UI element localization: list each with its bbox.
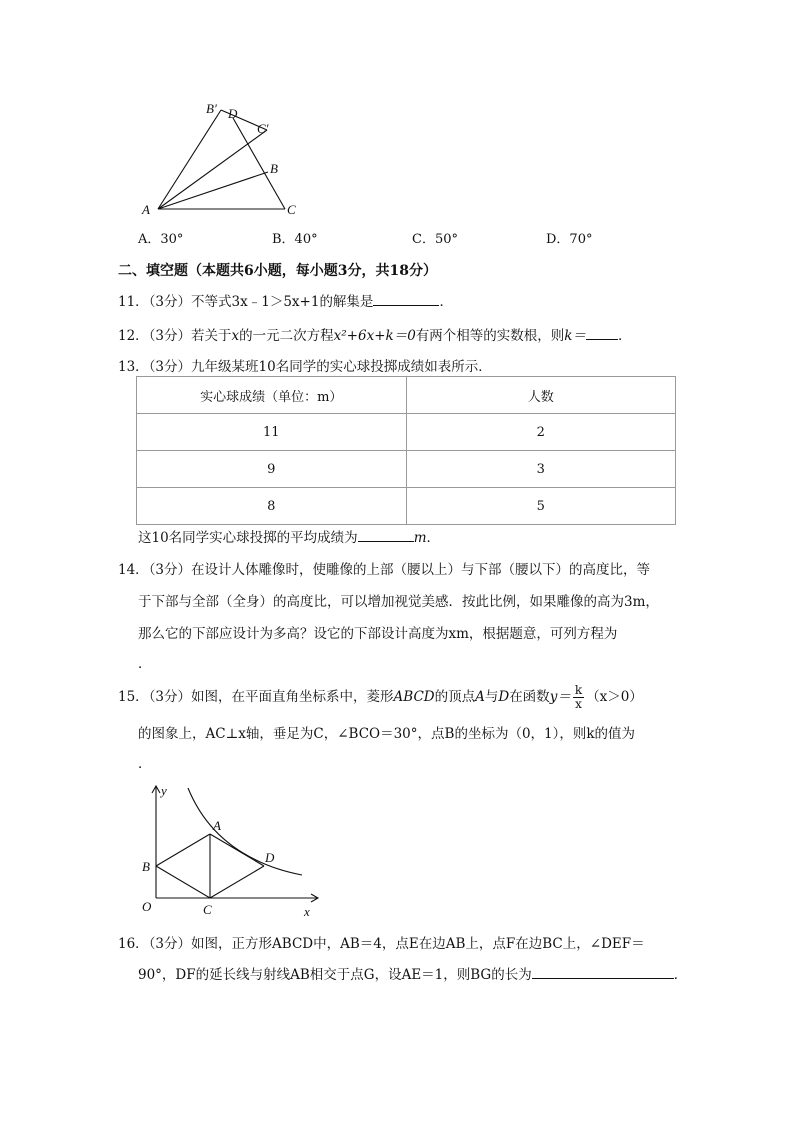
unit: m — [413, 530, 427, 546]
label-x: x — [304, 904, 310, 919]
question-text: 的顶点 — [434, 689, 476, 705]
table-cell: 2 — [406, 414, 676, 451]
question-text: 在设计人体雕像时，使雕像的上部（腰以上）与下部（腰以下）的高度比，等 — [191, 562, 651, 578]
math-equation: x²+6x+k＝0 — [333, 328, 416, 344]
answer-blank[interactable] — [586, 325, 618, 340]
answer-blank[interactable] — [532, 964, 674, 979]
question-text: 有两个相等的实数根，则 — [415, 328, 565, 344]
answer-blank[interactable] — [373, 291, 439, 306]
option-c: C．50° — [412, 232, 458, 247]
section-heading: 二、填空题（本题共6小题，每小题3分，共18分） — [118, 263, 437, 279]
question-number: 15． — [118, 689, 149, 705]
table-cell: 5 — [406, 488, 676, 525]
question-end: ． — [439, 294, 453, 310]
math-var: x — [231, 328, 240, 344]
table-header-row — [137, 377, 676, 414]
question-text: 九年级某班10名同学的实心球投掷成绩如表所示． — [191, 359, 492, 375]
question-13 — [118, 355, 492, 375]
label-a: A — [142, 202, 150, 217]
label-d: D — [265, 850, 275, 865]
option-d: D．70° — [546, 232, 593, 247]
label-b-prime: B′ — [206, 101, 217, 116]
table-cell: 9 — [137, 451, 407, 488]
question-16-line-2 — [138, 963, 687, 983]
table-row — [137, 451, 676, 488]
question-score: （3分） — [148, 328, 192, 344]
question-text: 在函数 — [509, 689, 550, 705]
question-score: （3分） — [148, 359, 192, 375]
math-abcd: ABCD — [393, 689, 435, 705]
question-number: 12． — [118, 328, 149, 344]
rhombus-figure — [136, 782, 326, 920]
math-expr: 3x﹣1＞5x+1 — [231, 294, 320, 310]
label-c: C — [203, 902, 212, 917]
question-text: 这10名同学实心球投掷的平均成绩为 — [138, 530, 358, 546]
question-end: ． — [673, 967, 688, 983]
question-number: 16． — [118, 936, 149, 952]
table-header: 实心球成绩（单位：m） — [137, 377, 407, 414]
math-k: k＝ — [564, 328, 586, 344]
rhombus — [156, 834, 264, 898]
score-table — [136, 376, 676, 525]
question-text: 如图，在平面直角坐标系中，菱形 — [191, 689, 394, 705]
question-text: 与 — [484, 689, 499, 705]
table-header: 人数 — [406, 377, 676, 414]
table-row — [137, 488, 676, 525]
table-cell: 3 — [406, 451, 676, 488]
question-11 — [118, 290, 453, 310]
question-score: （3分） — [148, 562, 192, 578]
math-d: D — [498, 689, 510, 705]
label-c-prime: C′ — [257, 121, 269, 136]
question-text: 的解集是 — [319, 294, 374, 310]
label-y: y — [161, 783, 167, 798]
question-number: 11． — [118, 294, 149, 310]
fraction-denominator: x — [575, 697, 582, 711]
question-16-line-1 — [118, 932, 645, 952]
axes — [152, 786, 318, 902]
question-end: ． — [426, 530, 440, 546]
label-a: A — [213, 818, 221, 833]
question-text: 如图，正方形ABCD中，AB＝4，点E在边AB上，点F在边BC上，∠DEF＝ — [191, 936, 645, 952]
label-b: B — [142, 859, 150, 874]
question-15-line-3: ． — [138, 756, 152, 772]
math-condition: （x＞0） — [586, 689, 643, 705]
fraction-numerator: k — [574, 683, 583, 697]
question-12 — [118, 324, 631, 344]
question-14-line-4: ． — [138, 656, 152, 672]
question-text: 的一元二次方程 — [239, 328, 334, 344]
table-cell: 11 — [137, 414, 407, 451]
table-row — [137, 414, 676, 451]
answer-blank[interactable] — [358, 527, 414, 542]
fraction — [573, 684, 584, 711]
question-score: （3分） — [148, 689, 192, 705]
question-score: （3分） — [148, 294, 192, 310]
question-14-line-2: 于下部与全部（全身）的高度比，可以增加视觉美感．按此比例，如果雕像的高为3m， — [138, 594, 659, 610]
question-15-line-2: 的图象上，AC⊥x轴，垂足为C，∠BCO＝30°，点B的坐标为（0，1），则k的值为 — [138, 726, 636, 742]
label-o: O — [142, 899, 152, 914]
option-a: A．30° — [138, 232, 184, 247]
math-a: A — [475, 689, 485, 705]
question-13-followup — [138, 526, 440, 546]
triangle-figure — [130, 96, 310, 221]
label-c: C — [287, 202, 296, 217]
table-cell: 8 — [137, 488, 407, 525]
question-15-line-1 — [118, 684, 643, 711]
question-number: 14． — [118, 562, 149, 578]
question-text: 若关于 — [191, 328, 232, 344]
question-text: 90°，DF的延长线与射线AB相交于点G，设AE＝1，则BG的长为 — [138, 967, 532, 983]
math-y-eq: y＝ — [549, 689, 571, 705]
question-text: 不等式 — [191, 294, 232, 310]
label-d: D — [228, 106, 238, 121]
question-14-line-1 — [118, 558, 650, 578]
question-number: 13． — [118, 359, 149, 375]
hyperbola-curve — [188, 788, 302, 875]
question-end: ． — [617, 328, 632, 344]
option-b: B．40° — [272, 232, 318, 247]
question-score: （3分） — [148, 936, 192, 952]
question-14-line-3: 那么它的下部应设计为多高？设它的下部设计高度为xm，根据题意，可列方程为 — [138, 626, 618, 642]
label-b: B — [270, 161, 278, 176]
